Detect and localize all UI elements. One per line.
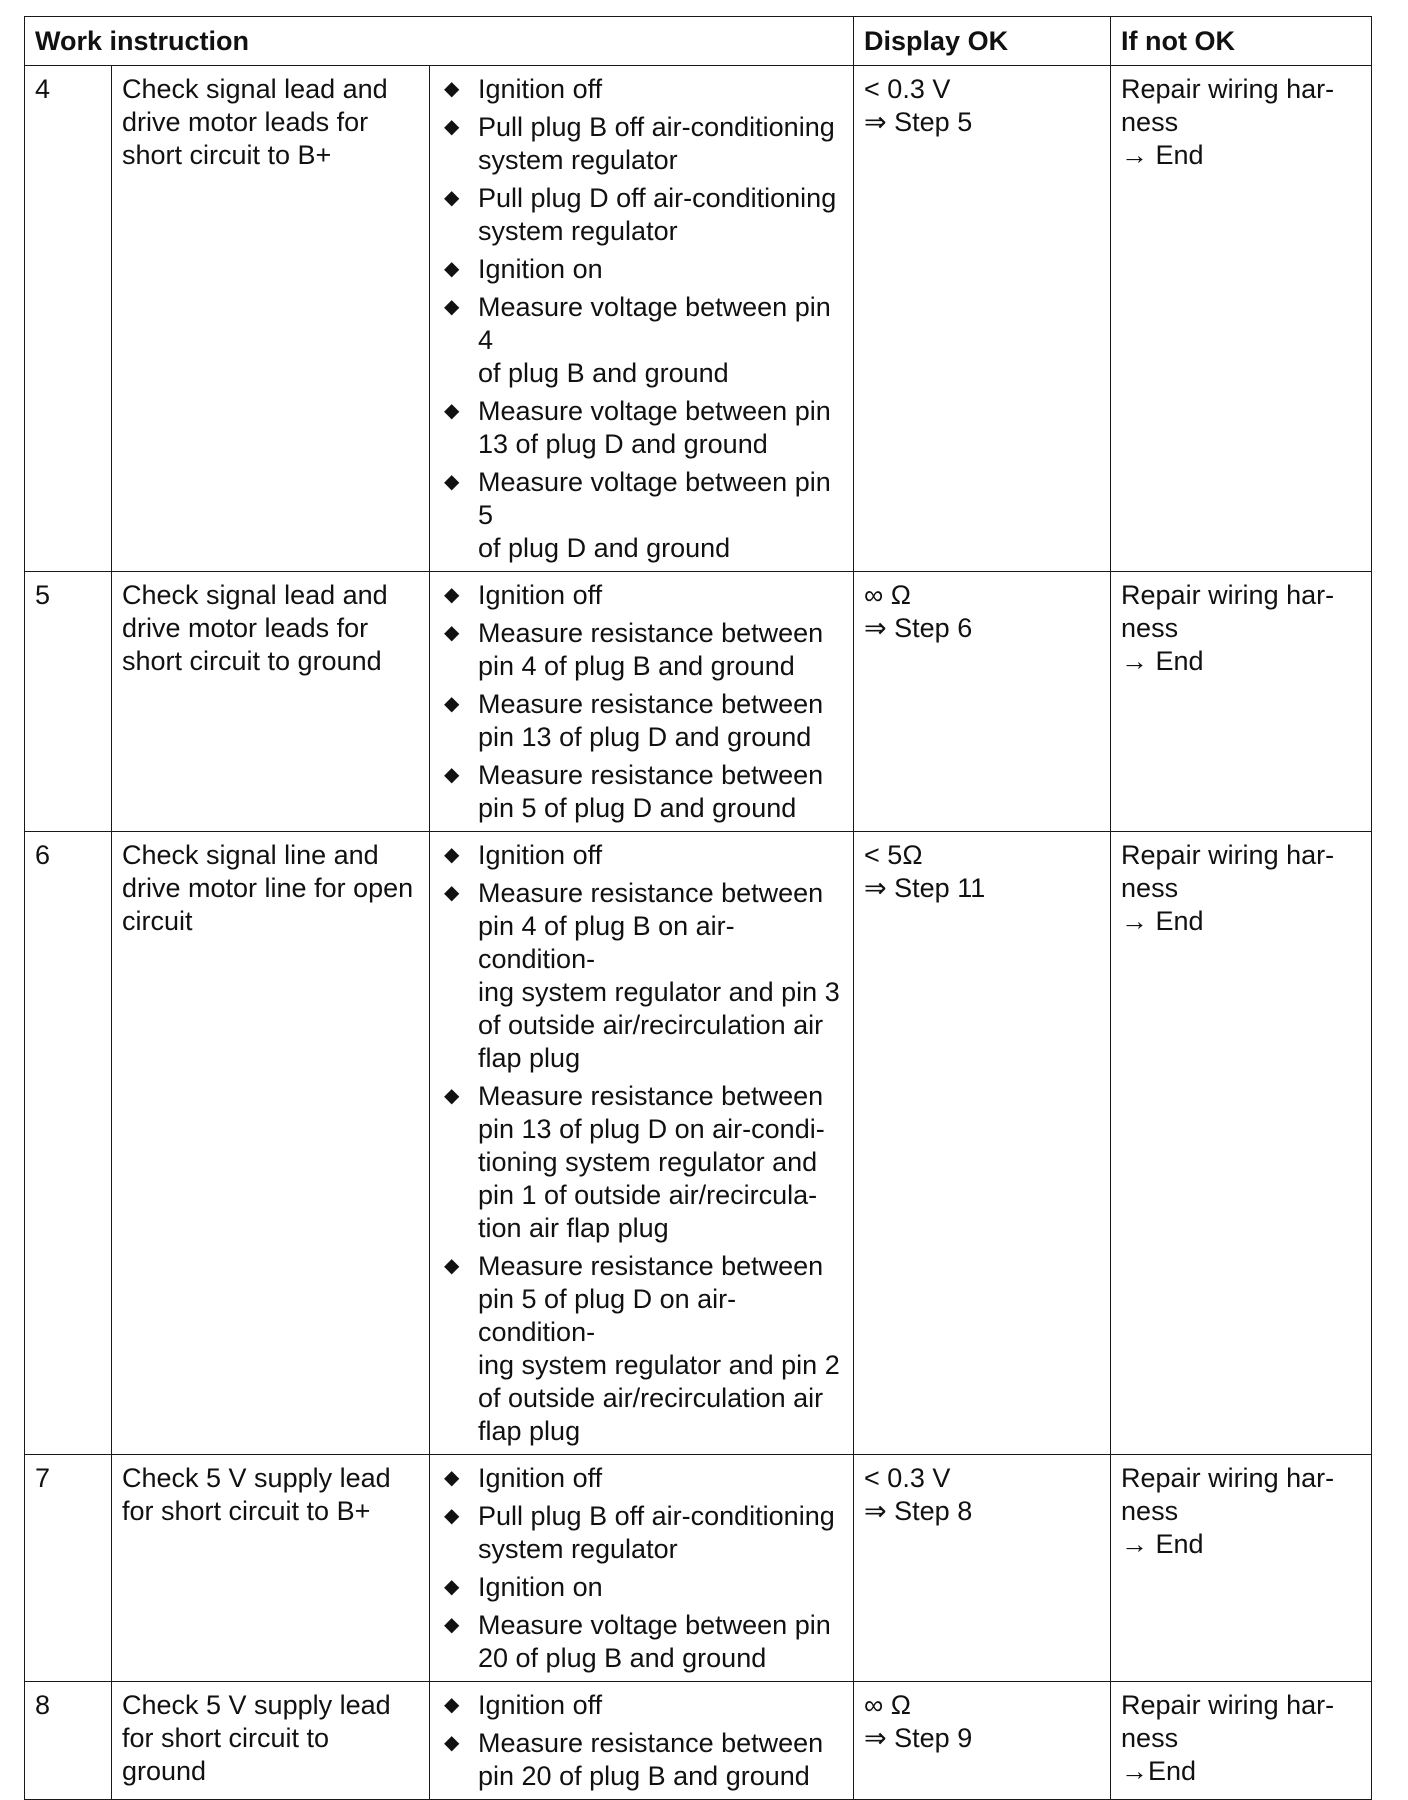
- if-not-ok-cell: [1111, 572, 1372, 832]
- action-item: [440, 1727, 843, 1793]
- check-description-cell: [112, 1455, 430, 1682]
- diamond-bullet-icon: ◆: [444, 1467, 460, 1489]
- display-ok-value: < 5Ω ⇒ Step 11: [864, 840, 986, 903]
- if-not-ok-value: Repair wiring har- ness →End: [1121, 1690, 1335, 1786]
- action-item: [440, 466, 843, 565]
- diamond-bullet-icon: ◆: [444, 584, 460, 606]
- display-ok-cell: [854, 1455, 1111, 1682]
- diamond-bullet-icon: ◆: [444, 882, 460, 904]
- action-text: Pull plug B off air-conditioning system regulator: [478, 1501, 835, 1564]
- if-not-ok-value: Repair wiring har- ness → End: [1121, 74, 1335, 170]
- if-not-ok-value: Repair wiring har- ness → End: [1121, 1463, 1335, 1559]
- action-text: Measure resistance between pin 13 of plug D on air-condi- tioning system regulator and pin 1 of outside air/recircula- tion air flap plug: [478, 1081, 825, 1243]
- diamond-bullet-icon: ◆: [444, 78, 460, 100]
- action-list-cell: [430, 66, 854, 572]
- action-list: [440, 73, 843, 565]
- header-if-not-ok: If not OK: [1111, 17, 1372, 66]
- action-list-cell: [430, 1455, 854, 1682]
- action-item: [440, 1689, 843, 1722]
- action-item: [440, 253, 843, 286]
- action-text: Ignition off: [478, 840, 603, 870]
- action-text: Ignition on: [478, 254, 603, 284]
- action-text: Measure resistance between pin 5 of plug D and ground: [478, 760, 824, 823]
- action-text: Pull plug D off air-conditioning system regulator: [478, 183, 837, 246]
- action-text: Pull plug B off air-conditioning system regulator: [478, 112, 835, 175]
- display-ok-value: ∞ Ω ⇒ Step 9: [864, 1690, 973, 1753]
- check-description: Check signal line and drive motor line for open circuit: [122, 840, 414, 936]
- action-text: Measure voltage between pin 5 of plug D and ground: [478, 467, 831, 563]
- table-row: [25, 572, 1372, 832]
- action-text: Measure resistance between pin 4 of plug B and ground: [478, 618, 824, 681]
- action-item: [440, 111, 843, 177]
- display-ok-cell: [854, 572, 1111, 832]
- action-item: [440, 1500, 843, 1566]
- if-not-ok-cell: [1111, 1455, 1372, 1682]
- diamond-bullet-icon: ◆: [444, 1576, 460, 1598]
- display-ok-value: < 0.3 V ⇒ Step 8: [864, 1463, 973, 1526]
- action-list: [440, 839, 843, 1448]
- diamond-bullet-icon: ◆: [444, 1694, 460, 1716]
- action-list-cell: [430, 1682, 854, 1800]
- display-ok-value: ∞ Ω ⇒ Step 6: [864, 580, 973, 643]
- diamond-bullet-icon: ◆: [444, 1085, 460, 1107]
- if-not-ok-cell: [1111, 832, 1372, 1455]
- action-text: Ignition off: [478, 580, 603, 610]
- diamond-bullet-icon: ◆: [444, 400, 460, 422]
- diamond-bullet-icon: ◆: [444, 296, 460, 318]
- action-text: Ignition off: [478, 1463, 603, 1493]
- header-work-instruction: Work instruction: [25, 17, 854, 66]
- table-row: [25, 1682, 1372, 1800]
- action-item: [440, 395, 843, 461]
- action-text: Ignition on: [478, 1572, 603, 1602]
- check-description-cell: [112, 572, 430, 832]
- diamond-bullet-icon: ◆: [444, 1505, 460, 1527]
- action-item: [440, 688, 843, 754]
- action-list-cell: [430, 832, 854, 1455]
- diamond-bullet-icon: ◆: [444, 1255, 460, 1277]
- check-description-cell: [112, 1682, 430, 1800]
- step-number: 7: [25, 1455, 112, 1682]
- display-ok-cell: [854, 832, 1111, 1455]
- diamond-bullet-icon: ◆: [444, 1732, 460, 1754]
- action-text: Measure voltage between pin 4 of plug B and ground: [478, 292, 831, 388]
- action-list: [440, 1462, 843, 1675]
- step-number: 6: [25, 832, 112, 1455]
- action-item: [440, 73, 843, 106]
- check-description: Check signal lead and drive motor leads for short circuit to ground: [122, 580, 388, 676]
- check-description: Check signal lead and drive motor leads for short circuit to B+: [122, 74, 388, 170]
- diamond-bullet-icon: ◆: [444, 1614, 460, 1636]
- diamond-bullet-icon: ◆: [444, 764, 460, 786]
- action-item: [440, 182, 843, 248]
- table-header-row: [25, 17, 1372, 66]
- action-text: Measure resistance between pin 5 of plug D on air-condition- ing system regulator and pin 2 of outside air/recirculation air flap plug: [478, 1251, 840, 1446]
- action-text: Ignition off: [478, 74, 603, 104]
- table-row: [25, 832, 1372, 1455]
- action-text: Measure voltage between pin 13 of plug D and ground: [478, 396, 831, 459]
- diamond-bullet-icon: ◆: [444, 471, 460, 493]
- action-list-cell: [430, 572, 854, 832]
- step-number: 5: [25, 572, 112, 832]
- action-text: Measure resistance between pin 13 of plug D and ground: [478, 689, 824, 752]
- action-list: [440, 579, 843, 825]
- action-item: [440, 579, 843, 612]
- diamond-bullet-icon: ◆: [444, 258, 460, 280]
- action-item: [440, 1080, 843, 1245]
- step-number: 8: [25, 1682, 112, 1800]
- action-list: [440, 1689, 843, 1793]
- step-number: 4: [25, 66, 112, 572]
- header-display-ok: Display OK: [854, 17, 1111, 66]
- action-text: Ignition off: [478, 1690, 603, 1720]
- check-description: Check 5 V supply lead for short circuit to ground: [122, 1690, 391, 1786]
- action-item: [440, 617, 843, 683]
- display-ok-cell: [854, 66, 1111, 572]
- action-text: Measure voltage between pin 20 of plug B and ground: [478, 1610, 831, 1673]
- check-description: Check 5 V supply lead for short circuit to B+: [122, 1463, 391, 1526]
- action-item: [440, 1609, 843, 1675]
- action-item: [440, 839, 843, 872]
- work-instruction-table: [24, 16, 1372, 1800]
- action-item: [440, 1462, 843, 1495]
- check-description-cell: [112, 832, 430, 1455]
- diamond-bullet-icon: ◆: [444, 844, 460, 866]
- action-text: Measure resistance between pin 20 of plug B and ground: [478, 1728, 824, 1791]
- action-item: [440, 291, 843, 390]
- diamond-bullet-icon: ◆: [444, 622, 460, 644]
- if-not-ok-cell: [1111, 66, 1372, 572]
- table-body: [25, 66, 1372, 1800]
- display-ok-value: < 0.3 V ⇒ Step 5: [864, 74, 973, 137]
- action-item: [440, 1571, 843, 1604]
- if-not-ok-cell: [1111, 1682, 1372, 1800]
- table-row: [25, 66, 1372, 572]
- table-row: [25, 1455, 1372, 1682]
- if-not-ok-value: Repair wiring har- ness → End: [1121, 840, 1335, 936]
- check-description-cell: [112, 66, 430, 572]
- display-ok-cell: [854, 1682, 1111, 1800]
- diamond-bullet-icon: ◆: [444, 693, 460, 715]
- action-text: Measure resistance between pin 4 of plug B on air-condition- ing system regulator and pin 3 of outside air/recirculation air flap plug: [478, 878, 840, 1073]
- if-not-ok-value: Repair wiring har- ness → End: [1121, 580, 1335, 676]
- action-item: [440, 1250, 843, 1448]
- action-item: [440, 759, 843, 825]
- action-item: [440, 877, 843, 1075]
- diamond-bullet-icon: ◆: [444, 187, 460, 209]
- diamond-bullet-icon: ◆: [444, 116, 460, 138]
